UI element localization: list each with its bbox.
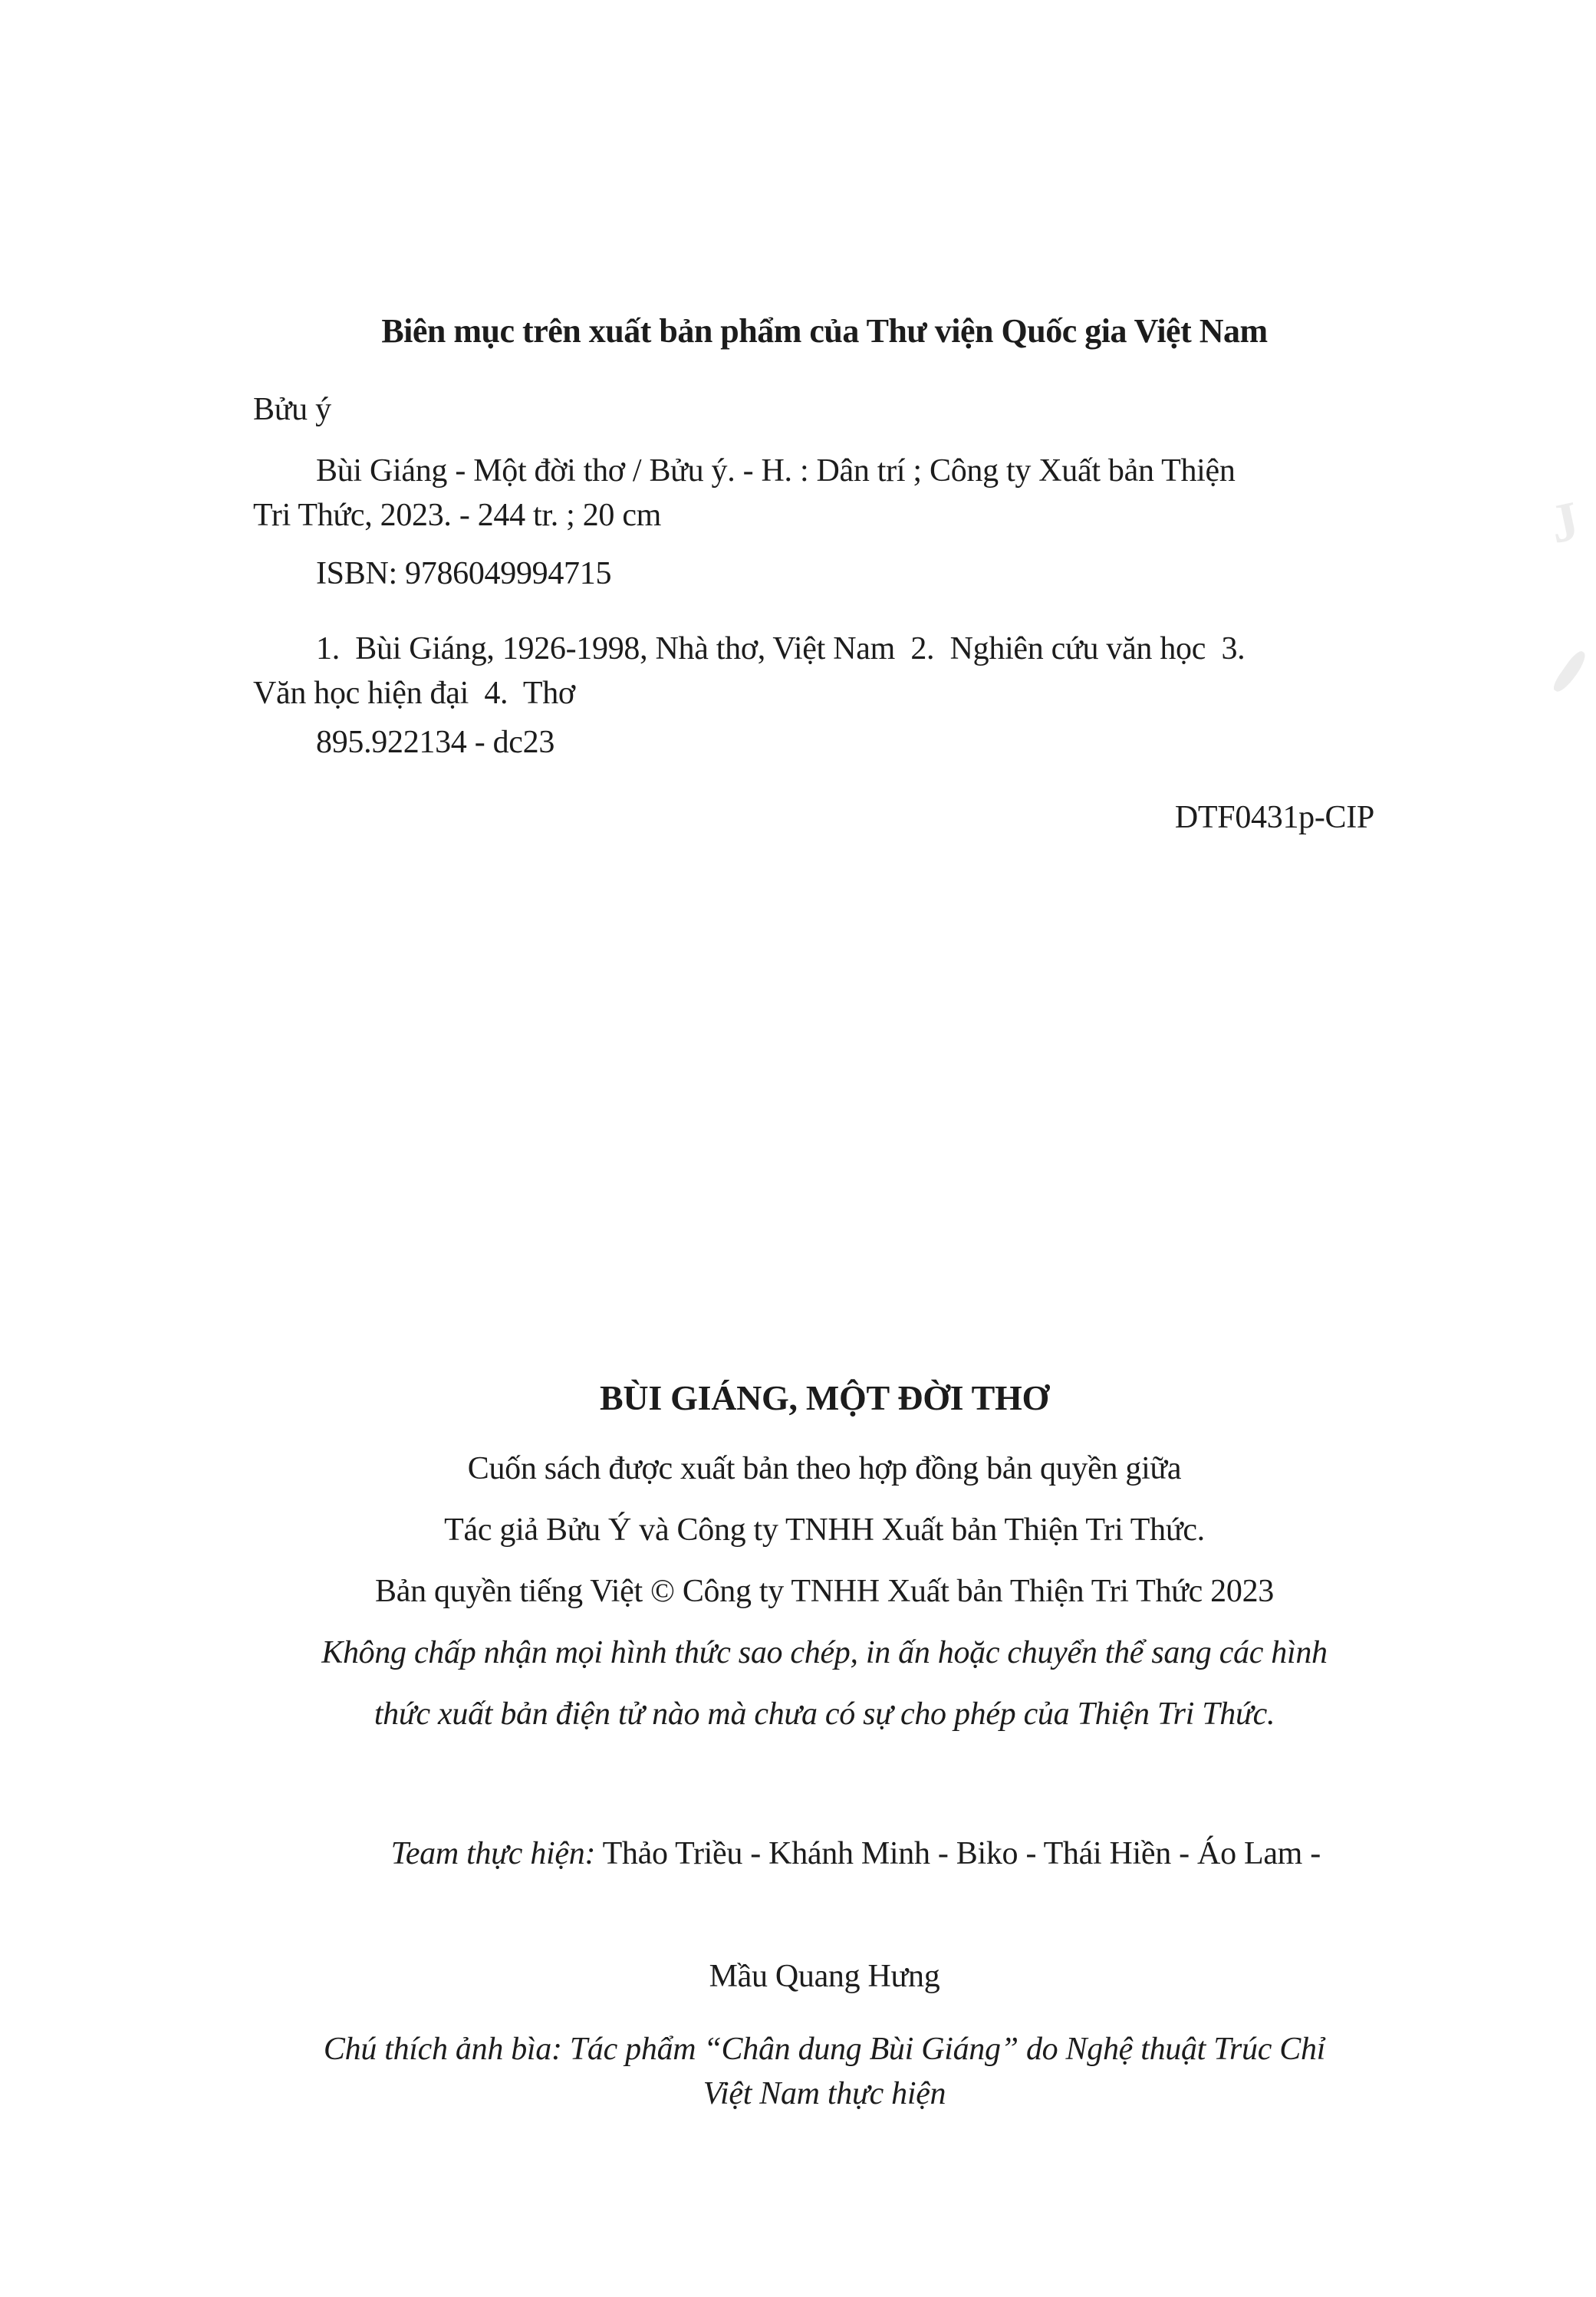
team-credits-line — [253, 1762, 1396, 1946]
cip-subjects-line: 1. Bùi Giáng, 1926-1998, Nhà thơ, Việt Nam 2. Nghiên cứu văn học 3. — [316, 631, 1246, 666]
cip-subjects-line: Văn học hiện đại 4. Thơ — [253, 676, 575, 711]
copyright-agreement-line: Cuốn sách được xuất bản theo hợp đồng bản quyền giữa — [467, 1451, 1182, 1486]
cover-photo-caption-line: Việt Nam thực hiện — [703, 2076, 946, 2111]
cip-header: Biên mục trên xuất bản phẩm của Thư viện Quốc gia Việt Nam — [381, 312, 1268, 350]
team-credits-label: Team thực hiện: — [390, 1836, 596, 1871]
scan-artifact: J — [1544, 489, 1584, 555]
reproduction-notice-line: Không chấp nhận mọi hình thức sao chép, in ấn hoặc chuyển thể sang các hình — [321, 1635, 1328, 1670]
cip-dewey-number: 895.922134 - dc23 — [316, 725, 555, 760]
team-credits-names: Thảo Triều - Khánh Minh - Biko - Thái Hiền - Áo Lam - — [595, 1836, 1321, 1871]
cip-description-line: Tri Thức, 2023. - 244 tr. ; 20 cm — [253, 498, 662, 533]
cip-record-code: DTF0431p-CIP — [1174, 800, 1374, 835]
book-title: BÙI GIÁNG, MỘT ĐỜI THƠ — [600, 1378, 1049, 1417]
cip-author: Bửu ý — [253, 392, 331, 427]
reproduction-notice-line: thức xuất bản điện tử nào mà chưa có sự cho phép của Thiện Tri Thức. — [373, 1696, 1275, 1732]
cover-photo-caption-line: Chú thích ảnh bìa: Tác phẩm “Chân dung Bùi Giáng” do Nghệ thuật Trúc Chỉ — [323, 2032, 1326, 2067]
page-content — [253, 311, 1396, 2116]
cover-photo-caption — [253, 2027, 1396, 2116]
cip-subjects — [253, 627, 1396, 716]
team-credits-line: Mầu Quang Hưng — [709, 1959, 940, 1994]
cip-description — [253, 449, 1396, 538]
colophon-block — [253, 1377, 1396, 2116]
copyright-notice-line: Bản quyền tiếng Việt © Công ty TNHH Xuất bản Thiện Tri Thức 2023 — [375, 1574, 1274, 1609]
copyright-agreement-line: Tác giả Bửu Ý và Công ty TNHH Xuất bản Thiện Tri Thức. — [444, 1512, 1205, 1548]
cip-description-line: Bùi Giáng - Một đời thơ / Bửu ý. - H. : Dân trí ; Công ty Xuất bản Thiện — [316, 453, 1236, 489]
cip-isbn: ISBN: 9786049994715 — [316, 556, 612, 591]
scan-artifact — [1551, 648, 1589, 695]
